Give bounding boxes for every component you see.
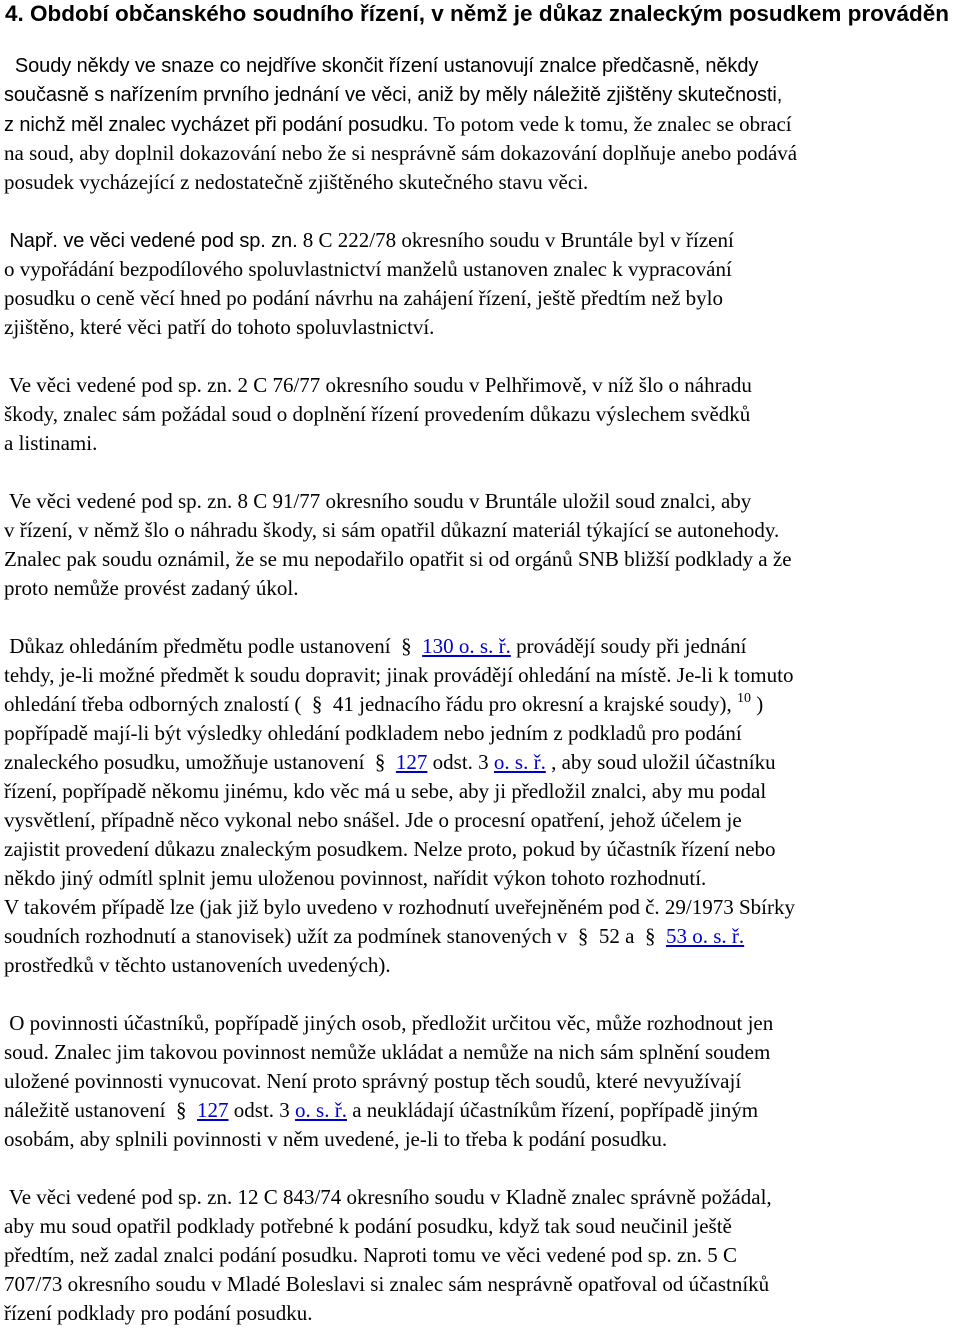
text-segment: tehdy, je-li možné předmět k soudu dopravit; jinak provádějí ohledání na místě. Je-li k tomuto	[4, 663, 794, 687]
text-line	[4, 1038, 770, 1067]
text-segment: Ve věci vedené pod sp. zn. 12 C 843/74 okresního soudu v Kladně znalec správně požádal,	[4, 1185, 772, 1209]
text-segment: provádějí soudy při jednání	[510, 634, 747, 658]
text-segment: , aby soud uložil účastníku	[545, 750, 776, 774]
text-segment: prostředků v těchto ustanoveních uvedených).	[4, 953, 391, 977]
text-line	[4, 400, 750, 429]
text-segment: 707/73 okresního soudu v Mladé Boleslavi si znalec sám nesprávně opatřoval od účastníků	[4, 1272, 770, 1296]
law-reference-link[interactable]: 53 o. s. ř.	[665, 924, 745, 948]
text-segment: řízení podklady pro podání posudku.	[4, 1301, 313, 1325]
text-line	[4, 1299, 313, 1328]
law-reference-link[interactable]: o. s. ř.	[295, 1098, 347, 1122]
text-line	[4, 1009, 773, 1038]
text-line	[4, 922, 744, 951]
text-segment: v řízení, v němž šlo o náhradu škody, si sám opatřil důkazní materiál týkající se autonehody.	[4, 518, 780, 542]
text-segment: o vypořádání bezpodílového spoluvlastnictví manželů ustanoven znalec k vypracování	[4, 257, 732, 281]
text-line	[4, 487, 751, 516]
text-segment: Ve věci vedené pod sp. zn. 8 C 91/77 okresního soudu v Bruntále uložil soud znalci, aby	[4, 489, 752, 513]
text-line	[4, 864, 706, 893]
text-segment: soud. Znalec jim takovou povinnost nemůže ukládat a nemůže na nich sám splnění soudem	[4, 1040, 771, 1064]
text-line	[4, 313, 434, 342]
text-line	[4, 1270, 769, 1299]
text-line	[4, 893, 795, 922]
text-line	[4, 516, 779, 545]
law-reference-link[interactable]: 127	[197, 1098, 229, 1122]
text-line	[4, 1096, 758, 1125]
text-segment: zajistit provedení důkazu znaleckým posudkem. Nelze proto, pokud by účastník řízení nebo	[4, 837, 776, 861]
text-segment: Znalec pak soudu oznámil, že se mu nepodařilo opatřit si od orgánů SNB bližší podklady a že	[4, 547, 792, 571]
text-segment: z nichž měl znalec vycházet při podání posudku.	[4, 114, 429, 136]
text-segment: ohledání třeba odborných znalostí ( § 41 jednacího řádu pro okresní a krajské soudy),	[4, 692, 738, 716]
text-line	[4, 690, 763, 719]
text-line	[4, 1212, 732, 1241]
text-segment: posudek vycházející z nedostatečně zjištěného skutečného stavu věci.	[4, 170, 589, 194]
text-line	[4, 81, 782, 110]
text-line	[4, 226, 734, 256]
text-line	[4, 1241, 737, 1270]
text-segment: Ve věci vedené pod sp. zn. 2 C 76/77 okresního soudu v Pelhřimově, v níž šlo o náhradu	[4, 373, 752, 397]
text-segment: vysvětlení, případně něco vykonal nebo snášel. Jde o procesní opatření, jehož účelem je	[4, 808, 742, 832]
law-reference-link[interactable]: o. s. ř.	[493, 750, 546, 774]
text-line	[4, 574, 299, 603]
text-line	[4, 52, 758, 81]
section-heading: 4. Období občanského soudního řízení, v němž je důkaz znaleckým posudkem prováděn	[5, 1, 949, 26]
text-line	[4, 951, 391, 980]
footnote-marker: 10	[737, 691, 752, 706]
text-line	[4, 748, 776, 777]
text-segment: Např. ve věci vedené pod sp. zn.	[4, 230, 298, 252]
text-segment: odst. 3	[228, 1098, 296, 1122]
text-line	[4, 661, 793, 690]
text-segment: soudních rozhodnutí a stanovisek) užít za podmínek stanovených v § 52 a §	[4, 924, 666, 948]
law-reference-link[interactable]: 127	[395, 750, 428, 774]
text-segment: proto nemůže provést zadaný úkol.	[4, 576, 299, 600]
text-segment: škody, znalec sám požádal soud o doplnění řízení provedením důkazu výslechem svědků	[4, 402, 751, 426]
text-segment: Soudy někdy ve snaze co nejdříve skončit řízení ustanovují znalce předčasně, někdy	[4, 55, 759, 77]
text-segment: na soud, aby doplnil dokazování nebo že si nesprávně sám dokazování doplňuje anebo podává	[4, 141, 798, 165]
text-segment: řízení, popřípadě někomu jinému, kdo věc má u sebe, aby ji předložil znalci, aby mu podal	[4, 779, 767, 803]
text-line	[4, 429, 97, 458]
text-line	[4, 545, 792, 574]
text-line	[4, 1125, 667, 1154]
text-line	[4, 806, 742, 835]
text-line	[4, 110, 792, 140]
text-segment: odst. 3	[427, 750, 494, 774]
text-segment: O povinnosti účastníků, popřípadě jiných osob, předložit určitou věc, může rozhodnout jen	[4, 1011, 774, 1035]
text-segment: předtím, než zadal znalci podání posudku. Naproti tomu ve věci vedené pod sp. zn. 5 C	[4, 1243, 738, 1267]
text-line	[4, 168, 588, 197]
text-line	[4, 1067, 741, 1096]
text-segment: současně s nařízením prvního jednání ve věci, aniž by měly náležitě zjištěny skutečnosti,	[4, 84, 783, 106]
text-segment: a listinami.	[4, 431, 98, 455]
text-segment: To potom vede k tomu, že znalec se obrací	[428, 112, 792, 136]
text-line	[4, 255, 732, 284]
text-line	[4, 835, 776, 864]
text-segment: osobám, aby splnili povinnosti v něm uvedené, je-li to třeba k podání posudku.	[4, 1127, 668, 1151]
text-segment: náležitě ustanovení §	[4, 1098, 198, 1122]
text-segment: znaleckého posudku, umožňuje ustanovení §	[4, 750, 396, 774]
text-segment: aby mu soud opatřil podklady potřebné k podání posudku, když tak soud neučinil ještě	[4, 1214, 732, 1238]
text-segment: V takovém případě lze (jak již bylo uvedeno v rozhodnutí uveřejněném pod č. 29/1973 Sbírky	[4, 895, 795, 919]
text-line	[4, 284, 723, 313]
text-line	[4, 632, 746, 661]
law-reference-link[interactable]: 130 o. s. ř.	[422, 634, 511, 658]
text-line	[4, 371, 752, 400]
text-segment: )	[751, 692, 764, 716]
text-line	[4, 1183, 772, 1212]
text-segment: někdo jiný odmítl splnit jemu uloženou povinnost, nařídit výkon tohoto rozhodnutí.	[4, 866, 707, 890]
text-segment: Důkaz ohledáním předmětu podle ustanovení §	[4, 634, 423, 658]
text-segment: uložené povinnosti vynucovat. Není proto správný postup těch soudů, které nevyužívají	[4, 1069, 742, 1093]
text-segment: posudku o ceně věcí hned po podání návrhu na zahájení řízení, ještě předtím než bylo	[4, 286, 724, 310]
text-segment: zjištěno, které věci patří do tohoto spoluvlastnictví.	[4, 315, 435, 339]
text-segment: popřípadě mají-li být výsledky ohledání podkladem nebo jedním z podkladů pro podání	[4, 721, 742, 745]
text-segment: 8 C 222/78 okresního soudu v Bruntále byl v řízení	[297, 228, 734, 252]
text-line	[4, 719, 742, 748]
text-segment: a neukládají účastníkům řízení, popřípadě jiným	[346, 1098, 759, 1122]
text-line	[4, 139, 797, 168]
text-line	[4, 777, 766, 806]
